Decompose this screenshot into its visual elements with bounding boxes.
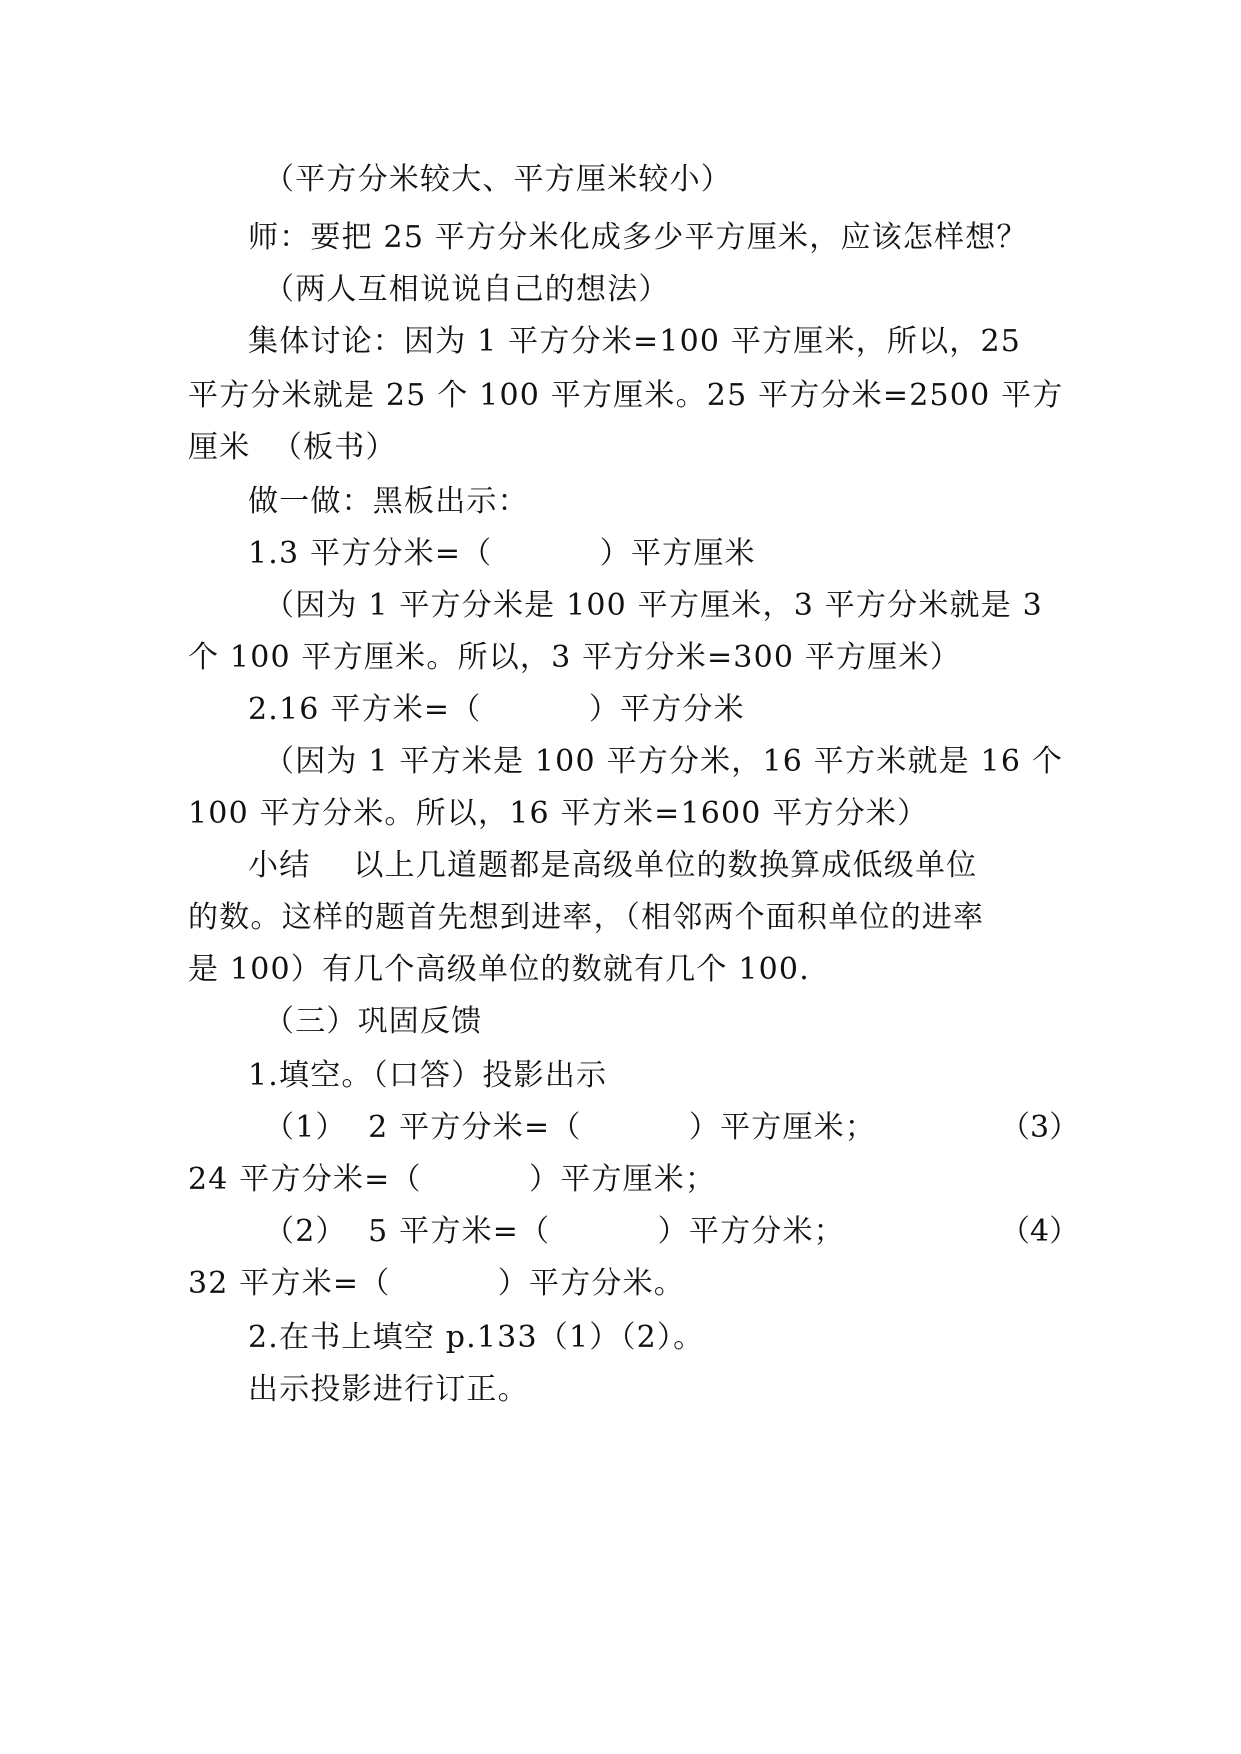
text-line: 师：要把 25 平方分米化成多少平方厘米，应该怎样想？ xyxy=(248,220,1028,255)
text-line: 2.16 平方米=（ ）平方分米 xyxy=(248,692,745,727)
exercise-item: （2） 5 平方米=（ ）平方分米； xyxy=(264,1214,845,1249)
text-line: （平方分米较大、平方厘米较小） xyxy=(264,162,732,197)
text-line: 平方分米就是 25 个 100 平方厘米。25 平方分米=2500 平方 xyxy=(188,378,1064,413)
exercise-number: （3） xyxy=(1000,1110,1080,1145)
text-line: 个 100 平方厘米。所以，3 平方分米=300 平方厘米） xyxy=(188,640,961,675)
text-line: 出示投影进行订正。 xyxy=(248,1372,529,1407)
exercise-number: （4） xyxy=(1000,1214,1080,1249)
exercise-item: 24 平方分米=（ ）平方厘米； xyxy=(188,1162,717,1197)
text-line: 是 100）有几个高级单位的数就有几个 100. xyxy=(188,952,810,987)
text-line: 小结 以上几道题都是高级单位的数换算成低级单位 xyxy=(248,848,978,883)
text-line: 1.3 平方分米=（ ）平方厘米 xyxy=(248,536,756,571)
text-line: （因为 1 平方分米是 100 平方厘米，3 平方分米就是 3 xyxy=(264,588,1043,623)
text-line: 做一做：黑板出示： xyxy=(248,484,529,519)
text-line: 的数。这样的题首先想到进率，（相邻两个面积单位的进率 xyxy=(188,900,985,935)
text-line: 2.在书上填空 p.133（1）（2）。 xyxy=(248,1320,705,1355)
text-line: （因为 1 平方米是 100 平方分米，16 平方米就是 16 个 xyxy=(264,744,1064,779)
text-line: 100 平方分米。所以，16 平方米=1600 平方分米） xyxy=(188,796,929,831)
text-line: 厘米 （板书） xyxy=(188,430,397,465)
text-line: （两人互相说说自己的想法） xyxy=(264,272,670,307)
exercise-item: （1） 2 平方分米=（ ）平方厘米； xyxy=(264,1110,877,1145)
section-heading: （三）巩固反馈 xyxy=(264,1004,483,1039)
exercise-item: 32 平方米=（ ）平方分米。 xyxy=(188,1266,686,1301)
text-line: 集体讨论：因为 1 平方分米=100 平方厘米，所以，25 xyxy=(248,324,1022,359)
text-line: 1.填空。（口答）投影出示 xyxy=(248,1058,608,1093)
